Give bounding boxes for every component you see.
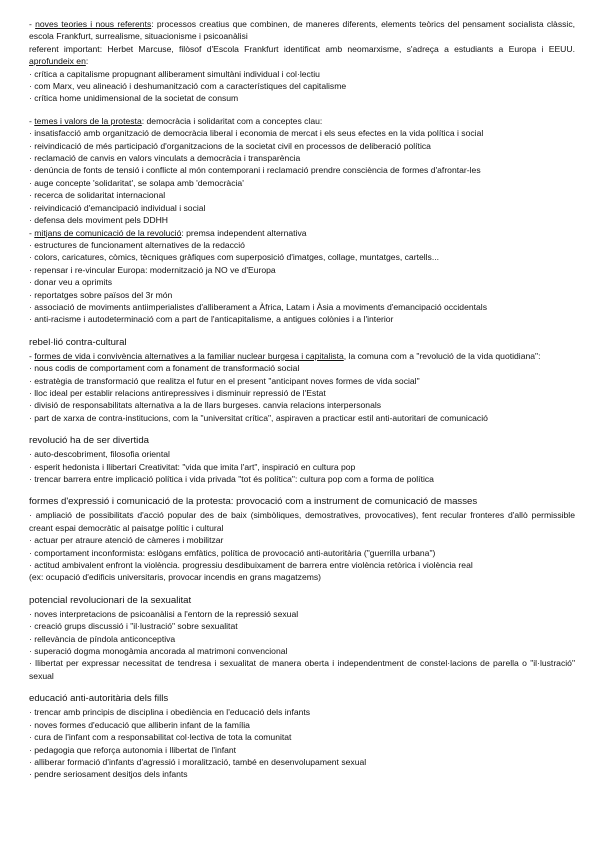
list-item: · lloc ideal per establir relacions antirepressives i disminuir repressió de l'Estat (29, 387, 326, 398)
bullet-dash: - (29, 350, 35, 361)
list-item: · crítica home unidimensional de la societat de consum (29, 93, 239, 104)
paragraph: · llibertat per expressar necessitat de tendresa i sexualitat de manera oberta i independentment de constel·lacions de parella o "il·lustració" sexual (29, 658, 575, 681)
underlined-label: mitjans de comunicació de la revolució (34, 227, 182, 238)
list-item: · nous codis de comportament com a fonament de transformació social (29, 363, 300, 374)
list-item: · noves interpretacions de psicoanàlisi a l'entorn de la repressió sexual (29, 608, 299, 619)
list-item: · cura de l'infant com a responsabilitat col·lectiva de tota la comunitat (29, 732, 292, 743)
list-item: · insatisfacció amb organització de democràcia liberal i economia de mercat i els seus efectes en la vida política i social (29, 128, 484, 139)
bullet-dash: - (29, 115, 35, 126)
list-item: · part de xarxa de contra-institucions, com la "universitat crítica", aspiraven a practicar estil anti-autoritari de comunicació (29, 412, 488, 423)
list-item: · divisió de responsabilitats alternativa a la de llars burgeses. canvia relacions interpersonals (29, 400, 382, 411)
bullet-dash: - (29, 19, 36, 29)
underlined-label: noves teories i nous referents (35, 19, 152, 29)
section-heading: revolució ha de ser divertida (29, 435, 149, 447)
list-item: · recerca de solidaritat internacional (29, 190, 166, 201)
section-counterculture (29, 336, 575, 424)
section-fun-revolution (29, 434, 575, 485)
paragraph-text: , la comuna com a "revolució de la vida quotidiana": (343, 350, 541, 361)
list-item: · pedagogia que reforça autonomia i llibertat de l'infant (29, 744, 237, 755)
section-media (29, 227, 575, 326)
colon: : (85, 56, 89, 67)
list-item: · actuar per atraure atenció de càmeres i mobilitzar (29, 535, 224, 546)
underlined-label: formes de vida i convivència alternatives a la familiar nuclear burgesa i capitalista (34, 350, 344, 361)
paragraph-text: referent important: Herbet Marcuse, filòsof d'Escola Frankfurt identificat amb neomarxisme, s'adreça a estudiants a Europa i EEUU. (29, 43, 575, 54)
section-sexuality (29, 594, 575, 682)
paragraph-text: : democràcia i solidaritat com a conceptes clau: (141, 115, 323, 126)
list-item: · alliberar formació d'infants d'agressió i moralització, també en desenvolupament sexual (29, 756, 367, 767)
underlined-label: temes i valors de la protesta (34, 115, 142, 126)
bullet-dash: - (29, 227, 35, 238)
section-heading: potencial revolucionari de la sexualitat (29, 594, 192, 606)
section-new-theories (29, 18, 575, 105)
list-item: · esperit hedonista i llibertari Creativitat: "vida que imita l'art", inspiració en cultura pop (29, 461, 356, 472)
list-item: · auto-descobriment, filosofia oriental (29, 449, 170, 460)
list-item: · associació de moviments antiimperialistes d'alliberament a Àfrica, Latam i Àsia a moviments d'emancipació occidentals (29, 301, 487, 312)
paragraph (29, 18, 575, 43)
list-item: · pendre seriosament desitjos dels infants (29, 769, 188, 780)
list-item: · repensar i re-vincular Europa: modernització ja NO ve d'Europa (29, 264, 276, 275)
list-item: · superació dogma monogàmia ancorada al matrimoni convencional (29, 646, 288, 657)
list-item: · creació grups discussió i "il·lustració" sobre sexualitat (29, 621, 238, 632)
list-item: · donar veu a oprimits (29, 277, 113, 288)
paragraph (29, 350, 575, 362)
list-item: · estratègia de transformació que realitza el futur en el present "anticipant noves formes de vida social" (29, 375, 420, 386)
list-item: · trencar amb principis de disciplina i obediència en l'educació dels infants (29, 707, 311, 718)
list-item: · anti-racisme i autodeterminació com a part de l'anticapitalisme, a antigues colònies i a l'interior (29, 314, 394, 325)
list-item: · colors, caricatures, còmics, tècniques gràfiques com superposició d'imatges, collage, muntatges, cartells... (29, 252, 440, 263)
list-item: (ex: ocupació d'edificis universitaris, provocar incendis en grans magatzems) (29, 572, 322, 583)
document-page (29, 18, 575, 791)
list-item: · crítica a capitalisme propugnant alliberament simultàni individual i col·lectiu (29, 68, 320, 79)
paragraph-text: : processos creatius que combinen, de maneres diferents, elements teòrics del pensament socialista clàssic, escola Frankfurt, surrealisme, situacionisme i psicoanàlisi (29, 19, 576, 42)
list-item: · comportament inconformista: eslògans emfàtics, política de provocació anti-autoritària ("guerrilla urbana") (29, 547, 436, 558)
list-item: · reclamació de canvis en valors vinculats a democràcia i transparència (29, 153, 301, 164)
section-education (29, 692, 575, 780)
list-item: · defensa dels moviment pels DDHH (29, 215, 168, 226)
paragraph: · ampliació de possibilitats d'acció popular des de baix (simbòliques, demostratives, provocatives), fent recular fronteres d'allò permissible creant espai democràtic al paisatge polític i cultural (29, 510, 575, 533)
list-item: · denúncia de fonts de tensió i conflicte al món contemporani i reclamació prendre consciència de formes d'afrontar-les (29, 165, 481, 176)
aprofundeix-link[interactable]: aprofundeix en (29, 56, 86, 67)
paragraph-text: : premsa independent alternativa (181, 227, 307, 238)
section-expression-forms (29, 495, 575, 583)
section-heading: formes d'expressió i comunicació de la protesta: provocació com a instrument de comunicació de masses (29, 496, 478, 508)
list-item: · noves formes d'educació que alliberin infant de la família (29, 719, 250, 730)
section-lead (29, 115, 575, 127)
paragraph (29, 43, 575, 68)
list-item: · rellevància de píndola anticonceptiva (29, 633, 176, 644)
list-item: · auge concepte 'solidaritat', se solapa amb 'democràcia' (29, 177, 244, 188)
section-heading: educació anti-autoritària dels fills (29, 693, 169, 705)
list-item: · reivindicació de més participació d'organitzacions de la societat civil en processos de deliberació política (29, 140, 431, 151)
list-item: · estructures de funcionament alternatives de la redacció (29, 239, 245, 250)
list-item: · reivindicació d'emancipació individual i social (29, 202, 206, 213)
section-themes-values (29, 115, 575, 227)
section-lead (29, 227, 575, 239)
list-item: · reportatges sobre països del 3r món (29, 289, 173, 300)
section-heading: rebel·lió contra-cultural (29, 336, 127, 348)
list-item: · actitud ambivalent enfront la violència. progressiu desdibuixament de barrera entre violència retòrica i violència real (29, 560, 473, 571)
list-item: · com Marx, veu alineació i deshumanització com a característiques del capitalisme (29, 81, 347, 92)
list-item: · trencar barrera entre implicació política i vida privada "tot és política": cultura pop com a forma de política (29, 474, 434, 484)
